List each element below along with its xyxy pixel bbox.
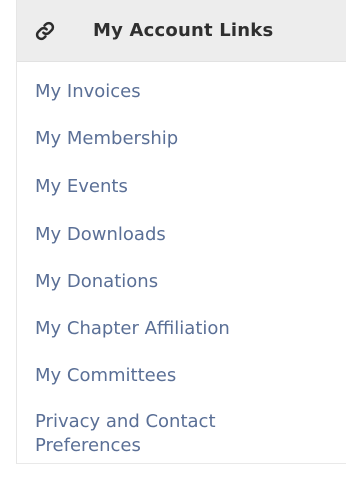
link-my-invoices[interactable]: My Invoices bbox=[35, 81, 141, 102]
account-links-panel bbox=[16, 0, 346, 464]
link-my-membership[interactable]: My Membership bbox=[35, 128, 179, 149]
panel-title: My Account Links bbox=[93, 20, 274, 41]
link-my-events[interactable]: My Events bbox=[35, 176, 128, 197]
link-my-committees[interactable]: My Committees bbox=[35, 365, 177, 386]
link-my-donations[interactable]: My Donations bbox=[35, 271, 159, 292]
link-my-chapter-affiliation[interactable]: My Chapter Affiliation bbox=[35, 318, 230, 339]
link-icon bbox=[34, 20, 56, 42]
panel-header bbox=[17, 0, 346, 62]
link-privacy-and-contact-preferences[interactable]: Privacy and Contact Preferences bbox=[35, 411, 216, 456]
link-my-downloads[interactable]: My Downloads bbox=[35, 224, 166, 245]
